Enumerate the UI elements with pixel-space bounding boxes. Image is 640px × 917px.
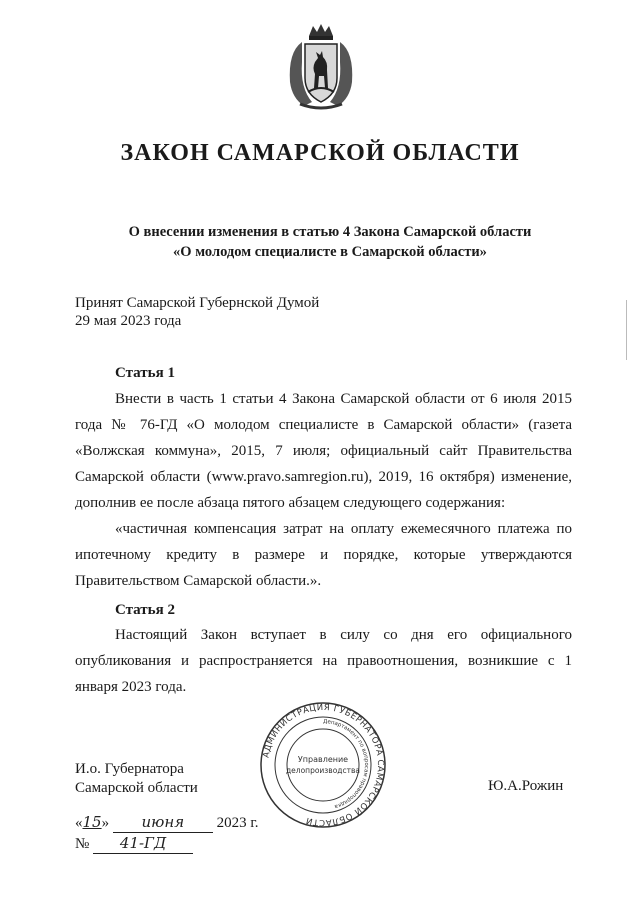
adoption-line-1: Принят Самарской Губернской Думой [75, 295, 320, 311]
signing-date-line [75, 812, 259, 833]
article-1-paragraph-1: Внести в часть 1 статьи 4 Закона Самарской области от 6 июля 2015 года № 76-ГД «О молодом специалисте в Самарской области» (газета «Волжская коммуна», 2015, 7 июля; официальный сайт Правительства Самарской области (www.pravo.samregion.ru), 2019, 16 октября) изменение, дополнив ее после абзаца пятого абзацем следующего содержания: [75, 391, 572, 511]
article-1-paragraph-2: «частичная компенсация затрат на оплату ежемесячного платежа по ипотечному кредиту в размере и порядке, которые утверждаются Правительством Самарской области.». [75, 521, 572, 589]
number-prefix: № [75, 836, 90, 852]
law-number-line [75, 833, 259, 854]
signing-date-block [75, 812, 259, 854]
date-day-handwritten: 15 [82, 813, 102, 831]
signatory-name: Ю.А.Рожин [488, 778, 564, 794]
article-1-heading: Статья 1 [115, 365, 175, 381]
stamp-inner-text: Департамент по вопросам правопорядка [322, 718, 370, 810]
adoption-note [75, 294, 319, 330]
law-title: ЗАКОН САМАРСКОЙ ОБЛАСТИ [120, 140, 520, 166]
date-quote-close: » [101, 815, 110, 831]
date-month-handwritten: июня [113, 812, 213, 833]
subtitle-line-2: «О молодом специалисте в Самарской области» [173, 244, 487, 260]
adoption-date: 29 мая 2023 года [75, 313, 182, 329]
stamp-center-line-1: Управление [297, 755, 349, 764]
signatory-title-line-1: И.о. Губернатора [75, 761, 184, 777]
law-subtitle [60, 222, 600, 262]
signatory-title [75, 760, 198, 798]
stamp-center-line-2: делопроизводства [285, 766, 361, 775]
scan-edge-mark [626, 300, 627, 360]
stamp-outer-text: АДМИНИСТРАЦИЯ ГУБЕРНАТОРА САМАРСКОЙ ОБЛАСТИ [261, 702, 386, 828]
law-number-handwritten: 41-ГД [93, 833, 193, 854]
signatory-title-line-2: Самарской области [75, 780, 198, 796]
coat-of-arms-emblem [282, 22, 360, 110]
date-year: 2023 г. [216, 815, 259, 831]
subtitle-line-1: О внесении изменения в статью 4 Закона Самарской области [128, 224, 532, 240]
article-2-paragraph: Настоящий Закон вступает в силу со дня его официального опубликования и распространяется на правоотношения, возникшие с 1 января 2023 года. [75, 627, 572, 695]
official-stamp [258, 700, 388, 830]
date-quote-open: « [75, 815, 83, 831]
svg-text:Департамент по вопросам правоп [323, 719, 369, 809]
article-2-heading: Статья 2 [115, 602, 175, 618]
